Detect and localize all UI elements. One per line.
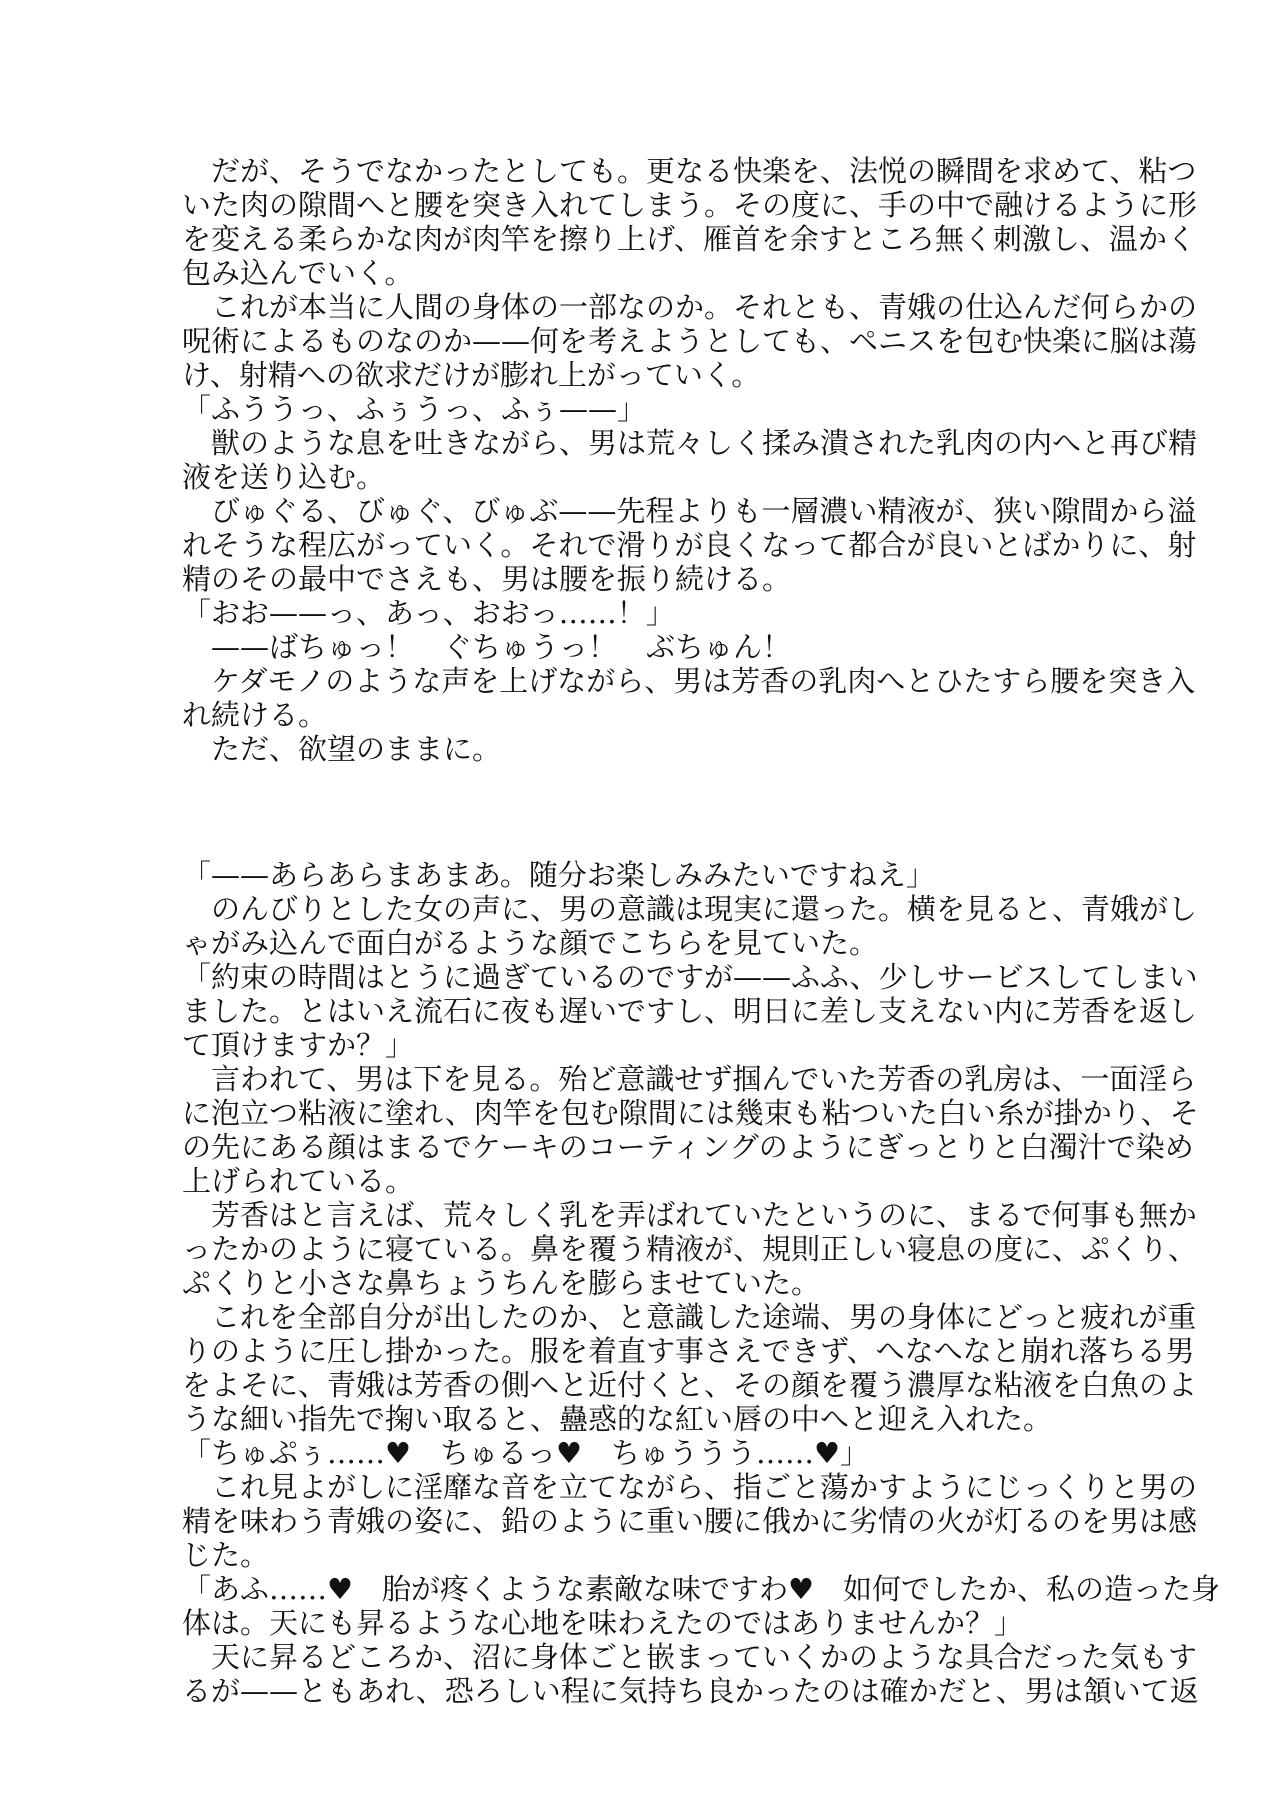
paragraph: [182, 596, 1097, 630]
text-line: ぷくりと小さな鼻ちょうちんを膨らませていた。: [182, 1266, 821, 1300]
text-line: だが、そうでなかったとしても。更なる快楽を、法悦の瞬間を求めて、粘つ: [182, 154, 1197, 188]
paragraph: [182, 1300, 1198, 1436]
text-line: 上げられている。: [182, 1164, 415, 1198]
paragraph: [182, 494, 1197, 596]
paragraph: [182, 664, 1196, 732]
text-line: びゅぐる、びゅぐ、びゅぶ——先程よりも一層濃い精液が、狭い隙間から溢: [182, 494, 1197, 528]
text-line: ——ばちゅっ！ ぐちゅうっ！ ぶちゅん！: [182, 630, 792, 664]
text-line: て頂けますか？」: [182, 1028, 415, 1062]
text-line: 天に昇るどころか、沼に身体ごと嵌まっていくかのような具合だった気もす: [182, 1640, 1198, 1674]
text-line: うな細い指先で掬い取ると、蠱惑的な紅い唇の中へと迎え入れた。: [182, 1402, 1053, 1436]
text-line: 獣のような息を吐きながら、男は荒々しく揉み潰された乳肉の内へと再び精: [182, 426, 1198, 460]
text-line: 呪術によるものなのか——何を考えようとしても、ペニスを包む快楽に脳は蕩: [182, 324, 1198, 358]
paragraph: [182, 732, 1097, 766]
section: [182, 858, 1220, 1708]
text-line: これを全部自分が出したのか、と意識した途端、男の身体にどっと疲れが重: [182, 1300, 1197, 1334]
paragraph: [182, 154, 1198, 290]
paragraph: [182, 1198, 1198, 1300]
text-line: 「ちゅぷぅ……♥ ちゅるっ♥ ちゅううう……♥」: [182, 1436, 869, 1470]
paragraph: [182, 1436, 1097, 1470]
text-line: れそうな程広がっていく。それで滑りが良くなって都合が良いとばかりに、射: [182, 528, 1197, 562]
text-line: のんびりとした女の声に、男の意識は現実に還った。横を見ると、青娥がし: [182, 892, 1198, 926]
paragraph: [182, 1470, 1198, 1572]
text-line: じた。: [182, 1538, 270, 1572]
text-line: 体は。天にも昇るような心地を味わえたのではありませんか？」: [182, 1606, 1024, 1640]
paragraph: [182, 858, 1097, 892]
section: [182, 154, 1198, 766]
text-line: け、射精への欲求だけが膨れ上がっていく。: [182, 358, 761, 392]
paragraph: [182, 892, 1198, 960]
text-line: 包み込んでいく。: [182, 256, 414, 290]
paragraph: [182, 1572, 1220, 1640]
paragraph: [182, 630, 1097, 664]
text-line: 精のその最中でさえも、男は腰を振り続ける。: [182, 562, 792, 596]
text-line: 「おお——っ、あっ、おおっ……！」: [182, 596, 675, 630]
paragraph: [182, 290, 1198, 392]
text-line: ました。とはいえ流石に夜も遅いですし、明日に差し支えない内に芳香を返し: [182, 994, 1198, 1028]
text-line: に泡立つ粘液に塗れ、肉竿を包む隙間には幾束も粘ついた白い糸が掛かり、そ: [182, 1096, 1199, 1130]
paragraph: [182, 1062, 1199, 1198]
text-line: を変える柔らかな肉が肉竿を擦り上げ、雁首を余すところ無く刺激し、温かく: [182, 222, 1196, 256]
text-line: 液を送り込む。: [182, 460, 386, 494]
text-line: いた肉の隙間へと腰を突き入れてしまう。その度に、手の中で融けるように形: [182, 188, 1198, 222]
text-line: 精を味わう青娥の姿に、鉛のように重い腰に俄かに劣情の火が灯るのを男は感: [182, 1504, 1198, 1538]
paragraph: [182, 960, 1198, 1062]
paragraph: [182, 1640, 1199, 1708]
text-line: ただ、欲望のままに。: [182, 732, 502, 766]
text-line: これが本当に人間の身体の一部なのか。それとも、青娥の仕込んだ何らかの: [182, 290, 1198, 324]
text-line: ケダモノのような声を上げながら、男は芳香の乳肉へとひたすら腰を突き入: [182, 664, 1196, 698]
paragraph: [182, 392, 1097, 426]
text-line: の先にある顔はまるでケーキのコーティングのようにぎっとりと白濁汁で染め: [182, 1130, 1194, 1164]
paragraph: [182, 426, 1198, 494]
text-line: 「あふ……♥ 胎が疼くような素敵な味ですわ♥ 如何でしたか、私の造った身: [182, 1572, 1220, 1606]
text-line: 芳香はと言えば、荒々しく乳を弄ばれていたというのに、まるで何事も無か: [182, 1198, 1197, 1232]
text-line: 「ふううっ、ふぅうっ、ふぅ——」: [182, 392, 647, 426]
document-page: [182, 154, 1220, 1708]
scene-break: [182, 766, 1097, 858]
text-line: 「——あらあらまあまあ。随分お楽しみみたいですねえ」: [182, 858, 935, 892]
text-line: れ続ける。: [182, 698, 328, 732]
text-line: ゃがみ込んで面白がるような顔でこちらを見ていた。: [182, 926, 879, 960]
text-line: をよそに、青娥は芳香の側へと近付くと、その顔を覆う濃厚な粘液を白魚のよ: [182, 1368, 1198, 1402]
text-line: 言われて、男は下を見る。殆ど意識せず掴んでいた芳香の乳房は、一面淫ら: [182, 1062, 1197, 1096]
text-line: ったかのように寝ている。鼻を覆う精液が、規則正しい寝息の度に、ぷくり、: [182, 1232, 1198, 1266]
text-line: 「約束の時間はとうに過ぎているのですが——ふふ、少しサービスしてしまい: [182, 960, 1198, 994]
text-line: これ見よがしに淫靡な音を立てながら、指ごと蕩かすようにじっくりと男の: [182, 1470, 1198, 1504]
text-line: りのように圧し掛かった。服を着直す事さえできず、へなへなと崩れ落ちる男: [182, 1334, 1195, 1368]
text-line: るが——ともあれ、恐ろしい程に気持ち良かったのは確かだと、男は頷いて返: [182, 1674, 1199, 1708]
